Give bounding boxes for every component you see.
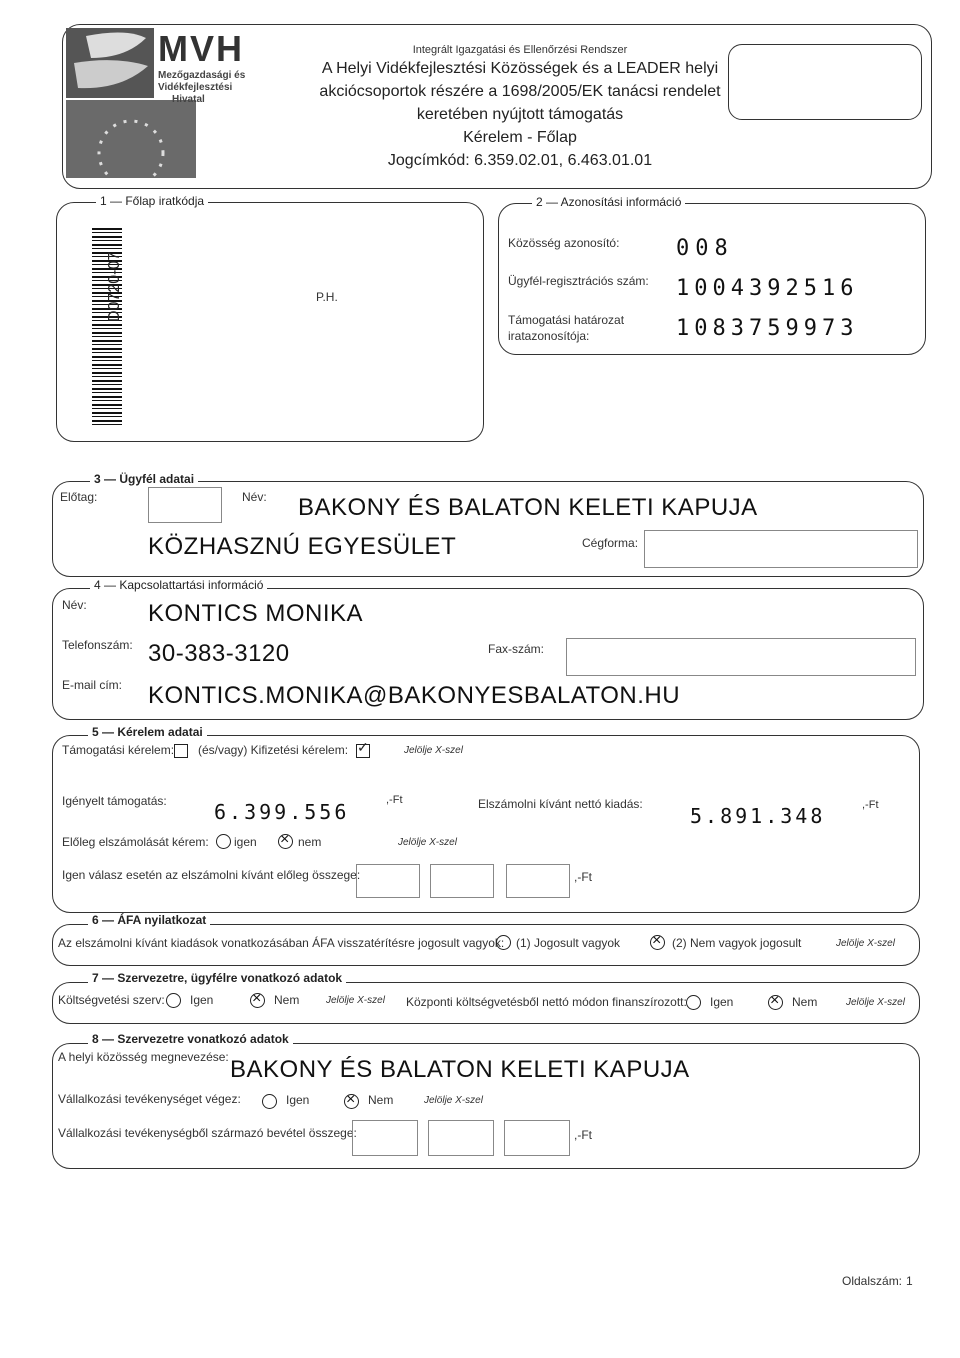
advance-sum-field-2[interactable] [430, 864, 494, 898]
page-number: 1 [906, 1274, 913, 1288]
central-no-radio[interactable] [768, 995, 783, 1010]
check-icon: ✓ [357, 739, 369, 755]
title-line4: Kérelem - Főlap [463, 129, 577, 146]
income-field-3[interactable] [504, 1120, 570, 1156]
prefix-label: Előtag: [60, 490, 98, 504]
vat-opt2-label: (2) Nem vagyok jogosult [672, 936, 802, 950]
advance-sum-field-1[interactable] [356, 864, 420, 898]
client-reg-label: Ügyfél-regisztrációs szám: [508, 274, 649, 288]
income-field-2[interactable] [428, 1120, 494, 1156]
business-no-radio[interactable] [344, 1094, 359, 1109]
advance-yes-radio[interactable] [216, 834, 231, 849]
vat-opt2-radio[interactable] [650, 935, 665, 950]
central-yes-label: Igen [710, 995, 734, 1009]
business-yes-radio[interactable] [262, 1094, 277, 1109]
decision-label-1: Támogatási határozat [508, 313, 625, 327]
logo-abbr: MVH [158, 28, 244, 69]
registration-box [728, 44, 922, 120]
title-line5: Jogcímkód: 6.359.02.01, 6.463.01.01 [387, 152, 653, 169]
central-budget-label: Központi költségvetésből nettó módon finanszírozott: [406, 995, 687, 1009]
client-reg: 1004392516 [676, 276, 859, 301]
business-activity-label: Vállalkozási tevékenységet végez: [58, 1092, 241, 1106]
net-expense-label: Elszámolni kívánt nettó kiadás: [478, 797, 643, 811]
business-hint: Jelölje X-szel [424, 1095, 483, 1106]
contact-name[interactable]: KONTICS MONIKA [148, 600, 364, 627]
budget-org-label: Költségvetési szerv: [58, 993, 165, 1007]
prefix-field[interactable] [148, 487, 222, 523]
section5-title: 5 — Kérelem adatai [88, 725, 207, 739]
central-no-label: Nem [792, 995, 818, 1009]
requested-support-label: Igényelt támogatás: [62, 794, 167, 808]
business-income-label: Vállalkozási tevékenységből származó bevétel összege: [58, 1126, 357, 1140]
client-name-label: Név: [242, 490, 267, 504]
section3-title: 3 — Ügyfél adatai [90, 472, 198, 486]
title-line2: akciócsoportok részére a 1698/2005/EK tanácsi rendelet [319, 83, 721, 100]
title-line1: A Helyi Vidékfejlesztési Közösségek és a LEADER helyi [321, 60, 719, 77]
advance-no-radio[interactable] [278, 834, 293, 849]
budget-hint: Jelölje X-szel [326, 995, 385, 1006]
stamp-text: P.H. [316, 290, 338, 304]
vat-hint: Jelölje X-szel [836, 938, 895, 949]
advance-yes-label: igen [234, 835, 257, 849]
page-number-label: Oldalszám: [842, 1274, 903, 1288]
budget-yes-label: Igen [190, 993, 214, 1007]
budget-yes-radio[interactable] [166, 993, 181, 1008]
company-form-label: Cégforma: [582, 536, 639, 550]
community-id: 008 [676, 236, 734, 261]
support-request-checkbox[interactable] [174, 744, 188, 758]
vat-opt1-label: (1) Jogosult vagyok [516, 936, 621, 950]
logo-line3: Hivatal [172, 94, 205, 105]
section2-title: 2 — Azonosítási információ [532, 195, 685, 209]
budget-no-radio[interactable] [250, 993, 265, 1008]
contact-name-label: Név: [62, 598, 87, 612]
payment-request-checkbox[interactable] [356, 739, 370, 758]
system-name: Integrált Igazgatási és Ellenőrzési Rendszer [412, 44, 628, 56]
community-name[interactable]: BAKONY ÉS BALATON KELETI KAPUJA [230, 1056, 690, 1083]
advance-no-label: nem [298, 835, 322, 849]
logo-line2: Vidékfejlesztési [158, 82, 233, 93]
section6-title: 6 — ÁFA nyilatkozat [88, 913, 210, 927]
company-form-field[interactable] [644, 530, 918, 568]
requested-support-value[interactable]: 6.399.556 [214, 800, 350, 824]
support-request-label: Támogatási kérelem: [62, 743, 175, 757]
client-name-line2[interactable]: KÖZHASZNÚ EGYESÜLET [148, 533, 457, 560]
central-yes-radio[interactable] [686, 995, 701, 1010]
email[interactable]: KONTICS.MONIKA@BAKONYESBALATON.HU [148, 682, 681, 709]
advance-sum-ft: ,-Ft [574, 870, 592, 884]
section8-title: 8 — Szervezetre vonatkozó adatok [88, 1032, 293, 1046]
barcode-text: D0720-07 [106, 251, 123, 322]
phone-label: Telefonszám: [62, 638, 133, 652]
advance-label: Előleg elszámolását kérem: [62, 835, 209, 849]
logo-line1: Mezőgazdasági és [158, 70, 246, 81]
advance-sum-label: Igen válasz esetén az elszámolni kívánt előleg összege: [62, 868, 361, 882]
community-id-label: Közösség azonosító: [508, 236, 620, 250]
net-expense-value[interactable]: 5.891.348 [690, 804, 826, 828]
phone-number[interactable]: 30-383-3120 [148, 640, 290, 667]
section7-title: 7 — Szervezetre, ügyfélre vonatkozó adatok [88, 971, 346, 985]
payment-request-label: (és/vagy) Kifizetési kérelem: [198, 743, 349, 757]
business-yes-label: Igen [286, 1093, 310, 1107]
advance-sum-field-3[interactable] [506, 864, 570, 898]
central-hint: Jelölje X-szel [846, 997, 905, 1008]
vat-text: Az elszámolni kívánt kiadások vonatkozásában ÁFA visszatérítésre jogosult vagyok: [58, 936, 505, 950]
section4-title: 4 — Kapcsolattartási információ [90, 578, 267, 592]
income-field-1[interactable] [352, 1120, 418, 1156]
community-name-label: A helyi közösség megnevezése: [58, 1050, 229, 1064]
vat-opt1-radio[interactable] [496, 935, 511, 950]
advance-hint: Jelölje X-szel [398, 837, 457, 848]
fax-label: Fax-szám: [488, 642, 545, 656]
section1-title: 1 — Főlap iratkódja [96, 194, 208, 208]
business-no-label: Nem [368, 1093, 394, 1107]
budget-no-label: Nem [274, 993, 300, 1007]
email-label: E-mail cím: [62, 678, 122, 692]
requested-ft: ,-Ft [386, 794, 403, 806]
decision-label-2: iratazonosítója: [508, 329, 590, 343]
client-name-line1[interactable]: BAKONY ÉS BALATON KELETI KAPUJA [298, 494, 758, 521]
title-line3: keretében nyújtott támogatás [416, 106, 624, 123]
mark-hint: Jelölje X-szel [404, 745, 463, 756]
income-ft: ,-Ft [574, 1128, 592, 1142]
fax-field[interactable] [566, 638, 916, 676]
net-ft: ,-Ft [862, 799, 879, 811]
decision-id: 1083759973 [676, 316, 859, 341]
